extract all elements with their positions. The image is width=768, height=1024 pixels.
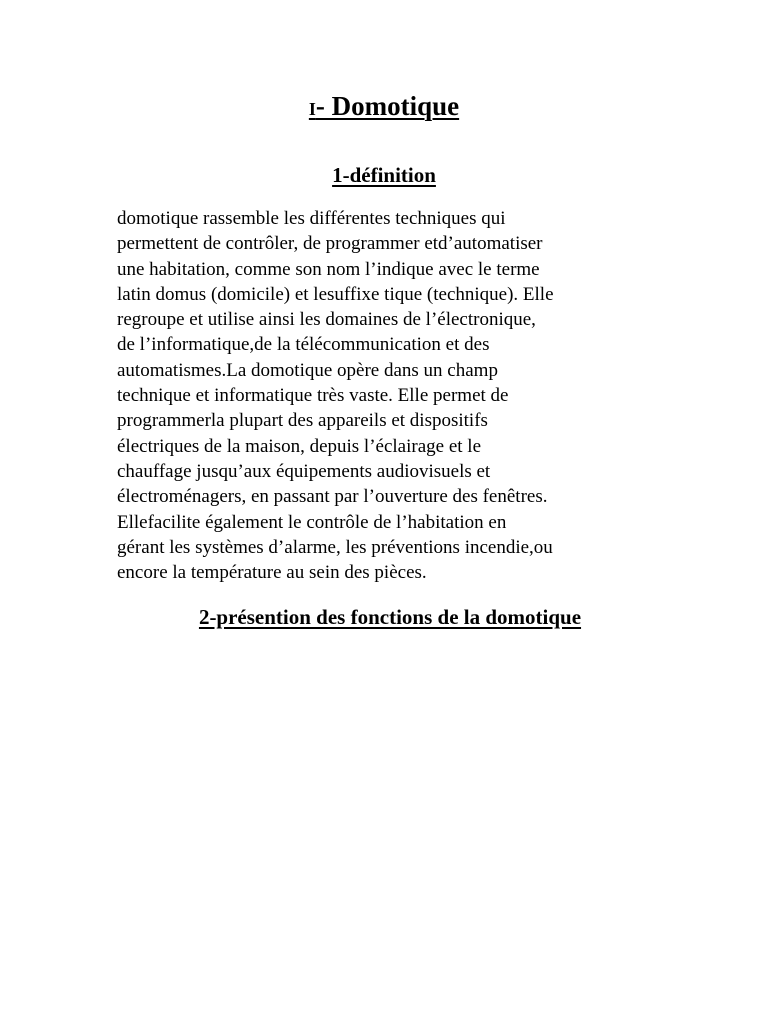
definition-paragraph: domotique rassemble les différentes techniques qui permettent de contrôler, de programmer etd’automatiser une habitation, comme son nom l’indique avec le terme latin domus (domicile) et lesuffixe tique (technique). Elle regroupe et utilise ainsi les domaines de l’électronique, de l’informatique,de la télécommunication et des automatismes.La domotique opère dans un champ technique et informatique très vaste. Elle permet de programmerla plupart des appareils et dispositifs électriques de la maison, depuis l’éclairage et le chauffage jusqu’aux équipements audiovisuels et électroménagers, en passant par l’ouverture des fenêtres. Ellefacilite également le contrôle de l’habitation en gérant les systèmes d’alarme, les préventions incendie,ou encore la température au sein des pièces.: [117, 208, 554, 584]
title-numeral: I: [308, 99, 316, 119]
section-heading-definition: 1-définition: [332, 163, 436, 187]
document-title: [0, 88, 768, 127]
section-heading-fonctions: 2-présention des fonctions de la domotique: [198, 605, 582, 629]
title-text: - Domotique: [315, 91, 460, 121]
